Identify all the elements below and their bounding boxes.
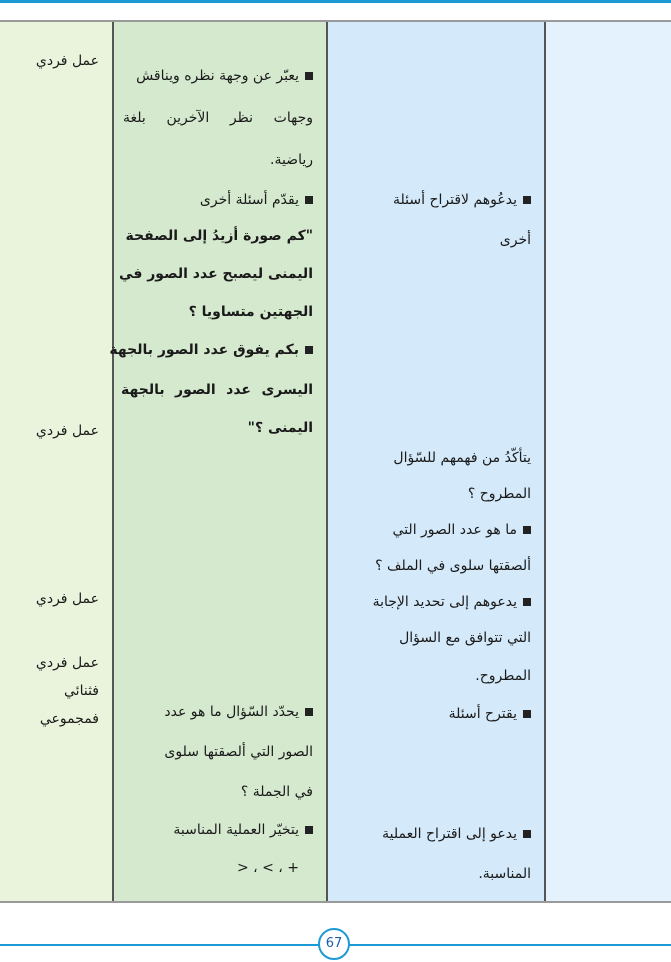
teacher-line: أخرى bbox=[499, 232, 531, 248]
learner-operations: + ، > ، < bbox=[236, 860, 299, 876]
teacher-line: يتأكّدُ من فهمهم للسّؤال bbox=[393, 450, 531, 466]
learner-question: الجهتين متساويا ؟ bbox=[188, 304, 313, 320]
learner-line: يقدّم أسئلة أخرى bbox=[199, 192, 299, 208]
work-mode-4: عمل فردي bbox=[35, 655, 99, 671]
top-rule bbox=[0, 0, 671, 3]
learner-question: "كم صورة أزيدُ إلى الصفحة bbox=[125, 228, 313, 244]
work-mode-1: عمل فردي bbox=[35, 53, 99, 69]
work-mode-5: فثنائي bbox=[64, 683, 99, 699]
learner-line: يعبّر عن وجهة نظره ويناقش bbox=[136, 68, 299, 84]
work-mode-2: عمل فردي bbox=[35, 423, 99, 439]
learner-line: في الجملة ؟ bbox=[240, 784, 313, 800]
teacher-line: يقترح أسئلة bbox=[448, 706, 517, 722]
learner-line: يتخيّر العملية المناسبة bbox=[173, 822, 299, 838]
bullet-marker bbox=[523, 526, 531, 534]
work-mode-3: عمل فردي bbox=[35, 591, 99, 607]
learner-line: رياضية. bbox=[270, 152, 313, 168]
bullet-marker bbox=[305, 708, 313, 716]
teacher-line: يدعوهم إلى تحديد الإجابة bbox=[372, 594, 517, 610]
teacher-bullet-4 bbox=[449, 696, 531, 733]
learner-bullet-1 bbox=[136, 58, 313, 95]
bullet-marker bbox=[305, 72, 313, 80]
learner-bullet-3 bbox=[109, 332, 313, 369]
learner-bullet-2 bbox=[200, 182, 313, 219]
teacher-line: التي تتوافق مع السؤال bbox=[399, 630, 531, 646]
bullet-marker bbox=[305, 196, 313, 204]
learner-question: اليسرى عدد الصور بالجهة bbox=[121, 382, 313, 398]
work-mode-column bbox=[0, 22, 112, 901]
learner-question: بكم يفوق عدد الصور بالجهة bbox=[109, 342, 299, 358]
learner-line: يحدّد السّؤال ما هو عدد bbox=[164, 704, 299, 720]
bullet-marker bbox=[523, 710, 531, 718]
teacher-bullet-1 bbox=[393, 182, 531, 219]
page-number: 67 bbox=[318, 928, 350, 960]
work-mode-6: فمجموعي bbox=[39, 711, 99, 727]
learner-line: وجهات نظر الآخرين بلغة bbox=[123, 110, 313, 126]
learner-line: الصور التي ألصقتها سلوى bbox=[164, 744, 313, 760]
teacher-line: يدعو إلى اقتراح العملية bbox=[382, 826, 517, 842]
teacher-bullet-2 bbox=[393, 512, 531, 549]
bullet-marker bbox=[523, 830, 531, 838]
teacher-line: المناسبة. bbox=[478, 866, 531, 882]
learner-question: اليمنى ؟" bbox=[247, 420, 313, 436]
stage-column bbox=[546, 22, 671, 901]
teacher-line: ما هو عدد الصور التي bbox=[392, 522, 517, 538]
bullet-marker bbox=[523, 196, 531, 204]
bullet-marker bbox=[523, 598, 531, 606]
teacher-line: ألصقتها سلوى في الملف ؟ bbox=[375, 558, 531, 574]
teacher-line: يدعُوهم لاقتراح أسئلة bbox=[393, 192, 517, 208]
learner-question: اليمنى ليصبح عدد الصور في bbox=[119, 266, 313, 282]
teacher-line: المطروح. bbox=[475, 668, 531, 684]
lesson-table bbox=[0, 20, 671, 903]
learner-bullet-4 bbox=[164, 694, 313, 731]
bullet-marker bbox=[305, 346, 313, 354]
learner-bullet-5 bbox=[173, 812, 313, 849]
teacher-bullet-5 bbox=[382, 816, 531, 853]
teacher-line: المطروح ؟ bbox=[467, 486, 531, 502]
teacher-bullet-3 bbox=[373, 584, 531, 621]
bullet-marker bbox=[305, 826, 313, 834]
